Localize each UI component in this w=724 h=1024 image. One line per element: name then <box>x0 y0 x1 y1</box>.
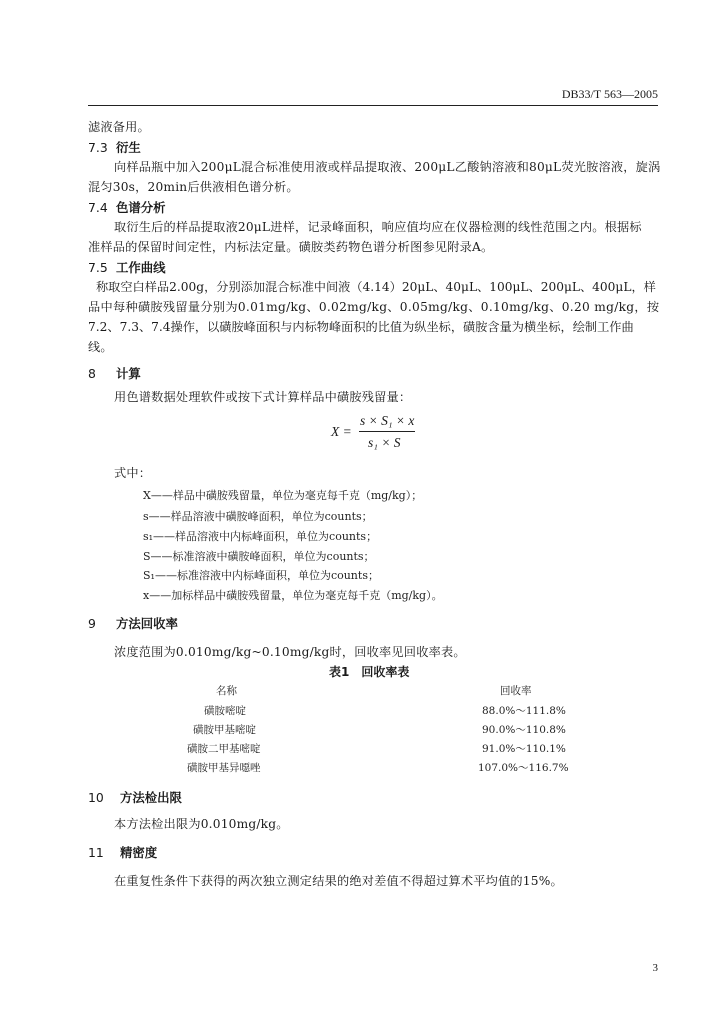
table-row-value: 90.0%～110.8% <box>482 724 566 736</box>
recovery-text: 浓度范围为0.010mg/kg~0.10mg/kg时，回收率见回收率表。 <box>114 645 466 659</box>
heading-7-5 <box>88 258 166 276</box>
document-code: DB33/T 563—2005 <box>561 87 658 101</box>
table-row-name: 磺胺二甲基嘧啶 <box>187 743 261 755</box>
section-number: 7.4 <box>88 200 108 215</box>
table-row-value: 107.0%～116.7% <box>478 762 569 774</box>
table-row-name: 磺胺甲基嘧啶 <box>193 724 256 736</box>
section-title: 计算 <box>116 366 141 381</box>
precision-text: 在重复性条件下获得的两次独立测定结果的绝对差值不得超过算术平均值的15%。 <box>114 874 563 888</box>
section-title: 工作曲线 <box>116 260 166 275</box>
symbol-definition: S₁——标准溶液中内标峰面积，单位为counts； <box>143 569 379 582</box>
symbol-definition: S——标准溶液中磺胺峰面积，单位为counts； <box>143 550 375 563</box>
heading-10 <box>88 788 182 806</box>
formula-numerator: s × S₁ × x <box>360 413 415 428</box>
page-number: 3 <box>652 962 658 974</box>
table-row-name: 磺胺嘧啶 <box>204 705 246 717</box>
header-rule <box>88 105 658 106</box>
paragraph-continuation: 滤液备用。 <box>88 120 150 134</box>
symbol-definition: x——加标样品中磺胺残留量，单位为毫克每千克（mg/kg）。 <box>143 589 443 602</box>
paragraph-line: 混匀30s，20min后供液相色谱分析。 <box>88 180 299 194</box>
detection-limit-text: 本方法检出限为0.010mg/kg。 <box>114 817 289 831</box>
table-row-value: 91.0%～110.1% <box>482 743 566 755</box>
section-number: 11 <box>88 845 104 860</box>
section-title: 色谱分析 <box>116 200 166 215</box>
section-number: 9 <box>88 616 96 631</box>
section-title: 衍生 <box>116 140 141 155</box>
section-title: 精密度 <box>120 845 158 860</box>
section-number: 7.5 <box>88 260 108 275</box>
section-title: 方法检出限 <box>120 790 182 805</box>
table-row-value: 88.0%～111.8% <box>482 705 566 717</box>
paragraph-line: 7.2、7.3、7.4操作，以磺胺峰面积与内标物峰面积的比值为纵坐标，磺胺含量为横坐标，绘制工作曲 <box>88 320 634 334</box>
paragraph-line: 品中每种磺胺残留量分别为0.01mg/kg、0.02mg/kg、0.05mg/kg、0.10mg/kg、0.20 mg/kg，按 <box>88 300 660 314</box>
table-caption: 表1 回收率表 <box>329 665 410 679</box>
formula-denominator: s₁ × S <box>368 435 401 450</box>
paragraph-line: 称取空白样品2.00g，分别添加混合标准中间液（4.14）20μL、40μL、100μL、200μL、400μL，样 <box>96 280 656 294</box>
paragraph-line: 准样品的保留时间定性，内标法定量。磺胺类药物色谱分析图参见附录A。 <box>88 240 494 254</box>
symbol-definition: s——样品溶液中磺胺峰面积，单位为counts； <box>143 510 373 523</box>
formula-lhs: X = <box>331 424 352 439</box>
heading-7-3 <box>88 138 141 156</box>
formula-fraction-bar <box>359 431 415 432</box>
heading-11 <box>88 843 157 861</box>
symbol-definition: X——样品中磺胺残留量，单位为毫克每千克（mg/kg）； <box>143 489 423 502</box>
where-label: 式中： <box>114 466 152 480</box>
symbol-definition: s₁——样品溶液中内标峰面积，单位为counts； <box>143 530 378 543</box>
paragraph-line: 取衍生后的样品提取液20μL进样，记录峰面积，响应值均应在仪器检测的线性范围之内。根据标 <box>114 220 642 234</box>
section-number: 8 <box>88 366 96 381</box>
section-number: 10 <box>88 790 104 805</box>
table-header-name: 名称 <box>216 685 237 697</box>
calc-intro: 用色谱数据处理软件或按下式计算样品中磺胺残留量： <box>114 390 412 404</box>
heading-8 <box>88 364 141 382</box>
section-number: 7.3 <box>88 140 108 155</box>
paragraph-line: 向样品瓶中加入200μL混合标准使用液或样品提取液、200μL乙酸钠溶液和80μL荧光胺溶液，旋涡 <box>114 160 661 174</box>
table-header-recovery: 回收率 <box>500 685 532 697</box>
heading-7-4 <box>88 198 166 216</box>
section-title: 方法回收率 <box>116 616 178 631</box>
paragraph-line: 线。 <box>88 340 113 354</box>
heading-9 <box>88 614 178 632</box>
table-row-name: 磺胺甲基异噁唑 <box>187 762 261 774</box>
